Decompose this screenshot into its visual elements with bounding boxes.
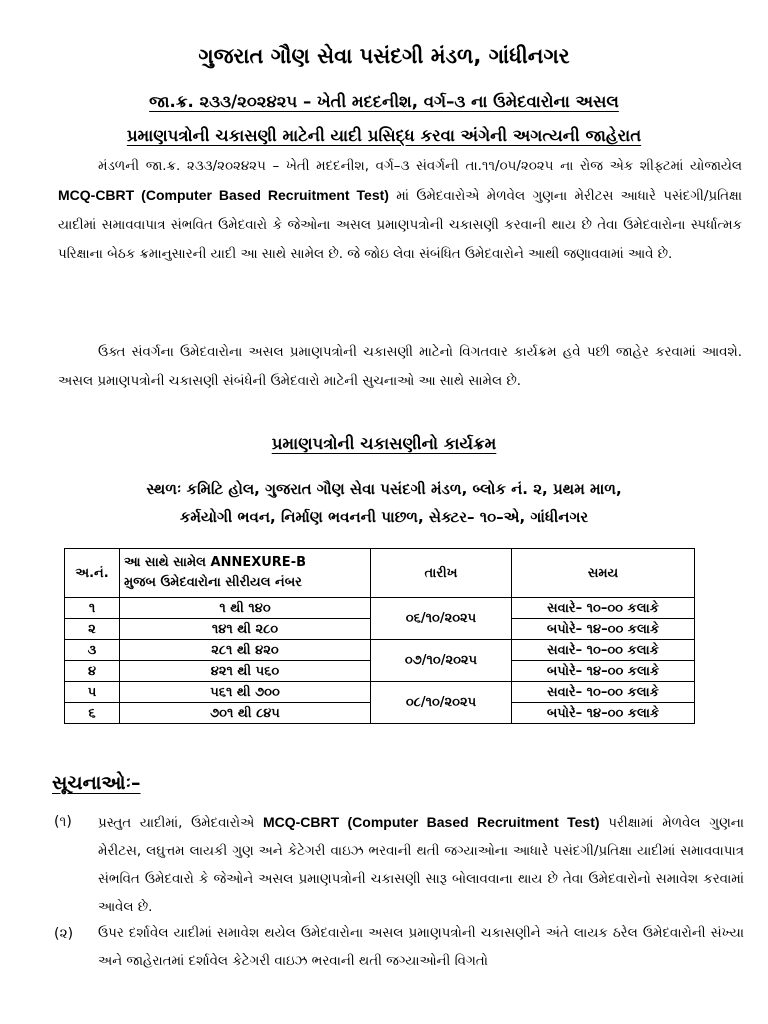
row-num: ૫ [65, 682, 120, 703]
row-serial: ૧૪૧ થી ૨૮૦ [120, 619, 371, 640]
subtitle-line-2: પ્રમાણપત્રોની ચકાસણી માટેની યાદી પ્રસિદ્ધ કરવા અંગેની અગત્યની જાહેરાત [126, 126, 642, 145]
table-row [65, 682, 695, 703]
row-date: ૦૮/૧૦/૨૦૨૫ [371, 682, 512, 724]
paragraph-1: મંડળની જા.ક્ર. ૨૩૩/૨૦૨૪૨૫ – ખેતી મદદનીશ, વર્ગ–૩ સંવર્ગની તા.૧૧/૦૫/૨૦૨૫ ના રોજ એક શીફ્ટમાં યોજાયેલ MCQ-CBRT (Computer Based Recruitment Test) માં ઉમેદવારોએ મેળવેલ ગુણના મેરીટસ આધારે પસંદગી/પ્રતિક્ષા યાદીમાં સમાવવાપાત્ર સંભવિત ઉમેદવારો કે જેઓના અસલ પ્રમાણપત્રોની ચકાસણી કરવાની થાય છે તેવા ઉમેદવારોના સ્પર્ધાત્મક પરિક્ષાના બેઠક ક્રમાનુસારની યાદી આ સાથે સામેલ છે. જે જોઇ લેવા સંબંધિત ઉમેદવારોને આથી જણાવવામાં આવે છે. [58, 159, 742, 262]
instructions-heading: સૂચનાઓઃ– [52, 772, 141, 794]
col-header-time: સમય [512, 549, 695, 598]
row-time: બપોરે– ૧૪–૦૦ કલાકે [512, 703, 695, 724]
row-num: ૨ [65, 619, 120, 640]
col-header-num: અ.નં. [65, 549, 120, 598]
table-header-row [65, 549, 695, 598]
table-row [65, 640, 695, 661]
row-serial: ૨૮૧ થી ૪૨૦ [120, 640, 371, 661]
subtitle-line-1: જા.ક્ર. ૨૩૩/૨૦૨૪૨૫ – ખેતી મદદનીશ, વર્ગ–૩ ના ઉમેદવારોના અસલ [149, 92, 619, 111]
instruction-number: (૨) [54, 926, 74, 942]
table-row [65, 598, 695, 619]
row-num: ૩ [65, 640, 120, 661]
instruction-text: ઉપર દર્શાવેલ યાદીમાં સમાવેશ થયેલ ઉમેદવારોના અસલ પ્રમાણપત્રોની ચકાસણીને અંતે લાયક ઠરેલ ઉમેદવારોની સંખ્યા અને જાહેરાતમાં દર્શાવેલ કેટેગરી વાઇઝ ભરવાની થતી જગ્યાઓની વિગતો [98, 926, 744, 969]
instruction-item [54, 920, 744, 976]
instruction-number: (૧) [54, 814, 72, 830]
row-num: ૬ [65, 703, 120, 724]
row-serial: ૪૨૧ થી ૫૬૦ [120, 661, 371, 682]
col-header-serial: આ સાથે સામેલ ANNEXURE-B મુજબ ઉમેદવારોના સીરીયલ નંબર [120, 549, 371, 598]
row-time: સવારે– ૧૦–૦૦ કલાકે [512, 640, 695, 661]
row-time: બપોરે– ૧૪–૦૦ કલાકે [512, 619, 695, 640]
row-time: બપોરે– ૧૪–૦૦ કલાકે [512, 661, 695, 682]
instruction-text: પ્રસ્તુત યાદીમાં, ઉમેદવારોએ MCQ-CBRT (Computer Based Recruitment Test) પરીક્ષામાં મેળવેલ ગુણના મેરીટસ, લઘુત્તમ લાયકી ગુણ અને કેટેગરી વાઇઝ ભરવાની થતી જગ્યાઓના આધારે પસંદગી/પ્રતિક્ષા યાદીમાં સમાવવાપાત્ર સંભવિત ઉમેદવારો કે જેઓને અસલ પ્રમાણપત્રોની ચકાસણી સારૂ બોલાવવાના થાય છે તેવા ઉમેદવારોનો સમાવેશ કરવામાં આવેલ છે. [98, 814, 745, 915]
row-serial: ૧ થી ૧૪૦ [120, 598, 371, 619]
venue-line-1: સ્થળઃ કમિટિ હોલ, ગુજરાત ગૌણ સેવા પસંદગી મંડળ, બ્લોક નં. ૨, પ્રથમ માળ, [146, 480, 622, 498]
instruction-item [54, 808, 744, 922]
col-header-date: તારીખ [371, 549, 512, 598]
row-time: સવારે– ૧૦–૦૦ કલાકે [512, 598, 695, 619]
row-date: ૦૬/૧૦/૨૦૨૫ [371, 598, 512, 640]
schedule-table [64, 548, 695, 724]
row-serial: ૭૦૧ થી ૮૪૫ [120, 703, 371, 724]
schedule-heading: પ્રમાણપત્રોની ચકાસણીનો કાર્યક્રમ [271, 434, 497, 453]
row-num: ૪ [65, 661, 120, 682]
row-serial: ૫૬૧ થી ૭૦૦ [120, 682, 371, 703]
document-title: ગુજરાત ગૌણ સેવા પસંદગી મંડળ, ગાંધીનગર [198, 44, 570, 68]
paragraph-2: ઉક્ત સંવર્ગના ઉમેદવારોના અસલ પ્રમાણપત્રોની ચકાસણી માટેનો વિગતવાર કાર્યક્રમ હવે પછી જાહેર કરવામાં આવશે. અસલ પ્રમાણપત્રોની ચકાસણી સંબંધેની ઉમેદવારો માટેની સુચનાઓ આ સાથે સામેલ છે. [58, 345, 742, 389]
exam-name-bold: MCQ-CBRT (Computer Based Recruitment Test) [262, 814, 600, 830]
exam-name-bold: MCQ-CBRT (Computer Based Recruitment Test) [58, 187, 389, 203]
row-time: સવારે– ૧૦–૦૦ કલાકે [512, 682, 695, 703]
venue-line-2: કર્મયોગી ભવન, નિર્માણ ભવનની પાછળ, સેક્ટર– ૧૦–એ, ગાંધીનગર [179, 508, 589, 526]
row-date: ૦૭/૧૦/૨૦૨૫ [371, 640, 512, 682]
row-num: ૧ [65, 598, 120, 619]
